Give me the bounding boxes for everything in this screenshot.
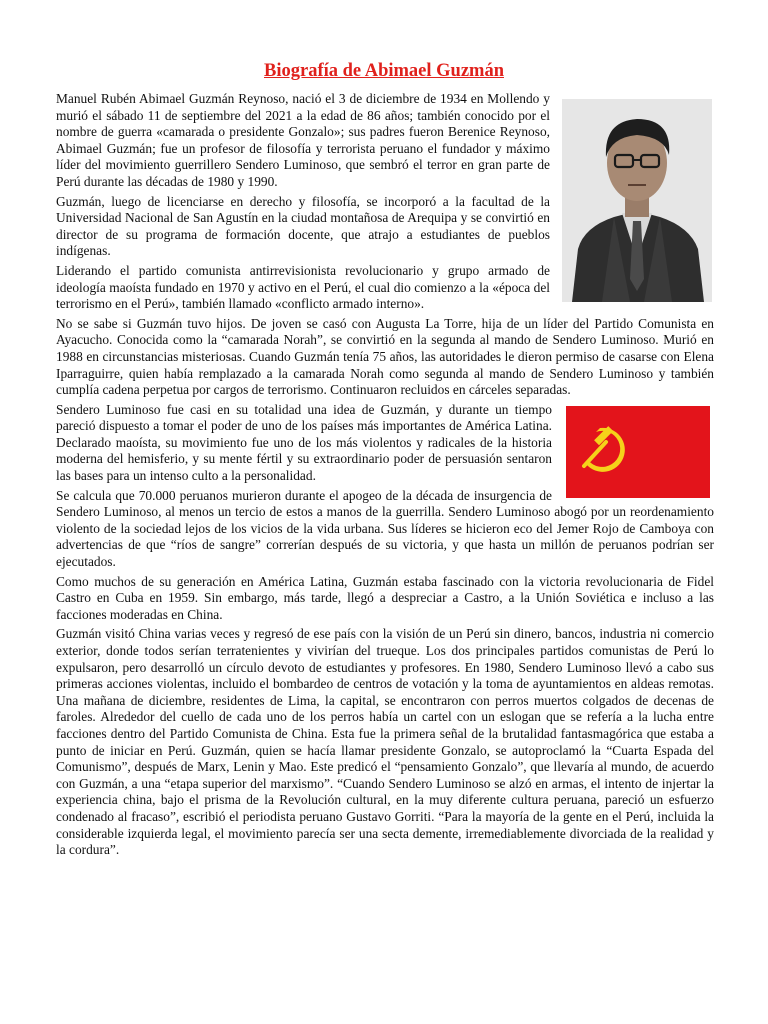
paragraph: Manuel Rubén Abimael Guzmán Reynoso, nació el 3 de diciembre de 1934 en Mollendo y murió el sábado 11 de septiembre del 2021 a la edad de 86 años; también conocido por el nombre de guerra «camarada o presidente Gonzalo»; sus padres fueron Berenice Reynoso, Abimael Guzmán; fue un profesor de filosofía y terrorista peruano el fundador y máximo líder del movimiento guerrillero Sendero Luminoso, que sembró el terror en gran parte de Perú durante las décadas de 1980 y 1990. bbox=[56, 91, 550, 189]
paragraph: Guzmán visitó China varias veces y regresó de ese país con la visión de un Perú sin dinero, bancos, industria ni comercio exterior, donde todos serían terratenientes y vivirían del trueque. Los dos principales partidos comunistas de Perú lo expulsaron, pero desarrolló un círculo devoto de estudiantes y profesores. En 1980, Sendero Luminoso llevó a cabo sus primeras acciones violentas, incluido el bombardeo de centros de votación y la toma de ayuntamientos en aldeas remotas. Una mañana de diciembre, residentes de Lima, la capital, se encontraron con perros muertos colgados de decenas de faroles. Alrededor del cuello de cada uno de los perros había un cartel con un eslogan que se refería a la lucha entre facciones dentro del Partido Comunista de China. Esta fue la primera señal de la brutalidad fantasmagórica que estaba a punto de iniciar en Perú. Guzmán, quien se hacía llamar presidente Gonzalo, se autoproclamó la “Cuarta Espada del Comunismo”, después de Marx, Lenin y Mao. Este predicó el “pensamiento Gonzalo”, que llevaría al mundo, de acuerdo con Guzmán, a una “etapa superior del marxismo”. “Cuando Sendero Luminoso se alzó en armas, el intento de injertar la experiencia china, bajo el prisma de la Revolución cultural, en la muy diferente cultura peruana, pareció un esfuerzo condenado al fracaso”, escribió el periodista peruano Gustavo Gorriti. “Para la mayoría de la gente en el Perú, incluida la considerable izquierda legal, el movimiento parecía ser una secta demente, irremediablemente divorciada de la realidad y la cordura”. bbox=[56, 626, 714, 858]
paragraph: No se sabe si Guzmán tuvo hijos. De joven se casó con Augusta La Torre, hija de un líder del Partido Comunista en Ayacucho. Conocida como la “camarada Norah”, se convirtió en la segunda al mando de Sendero Luminoso. Murió en 1988 en circunstancias misteriosas. Cuando Guzmán tenía 75 años, las autoridades le dieron permiso de casarse con Elena Iparraguirre, quien había remplazado a la camarada Norah como segunda al mando de Sendero Luminoso y también cumplía cadena perpetua por cargos de terrorismo. Continuaron recluidos en cárceles separadas. bbox=[56, 315, 714, 398]
hammer-sickle-flag-icon bbox=[566, 406, 710, 498]
document-title: Biografía de Abimael Guzmán bbox=[264, 61, 504, 81]
paragraph: Sendero Luminoso fue casi en su totalidad una idea de Guzmán, y durante un tiempo pareció dispuesto a tomar el poder de uno de los países más importantes de América Latina. Declarado maoísta, su movimiento fue uno de los más violentos y radicales de la historia moderna del hemisferio, y su mente fértil y su extraordinario poder de persuasión sentaron las bases para un intenso culto a la personalidad. bbox=[56, 401, 552, 484]
document-body bbox=[56, 91, 714, 862]
paragraph: Liderando el partido comunista antirrevisionista revolucionario y grupo armado de ideología maoísta fundado en 1970 y activo en el Perú, el cual dio comienzo a la «época del terrorismo en el Perú», también llamado «conflicto armado interno». bbox=[56, 262, 550, 312]
paragraph: Como muchos de su generación en América Latina, Guzmán estaba fascinado con la victoria revolucionaria de Fidel Castro en Cuba en 1959. Sin embargo, más tarde, llegó a despreciar a Castro, a la Unión Soviética e incluso a las facciones moderadas en China. bbox=[56, 573, 714, 622]
portrait-photo bbox=[562, 99, 712, 302]
paragraph: Se calcula que 70.000 peruanos murieron durante el apogeo de la década de insurgencia de Sendero Luminoso, al menos un tercio de estos a manos de la guerrilla. Sendero Luminoso abogó por un reordenamiento violento de la sociedad lejos de los vicios de la vida urbana. Sus líderes se hicieron eco del Jemer Rojo de Camboya con advertencias de que “ríos de sangre” correrían después de su victoria, y que hasta un millón de peruanos podrían ser ejecutados. bbox=[56, 487, 714, 570]
paragraph: Guzmán, luego de licenciarse en derecho y filosofía, se incorporó a la facultad de la Universidad Nacional de San Agustín en la ciudad montañosa de Arequipa y se convirtió en director de su programa de formación docente, que atrajo a estudiantes de pueblos indígenas. bbox=[56, 193, 550, 259]
